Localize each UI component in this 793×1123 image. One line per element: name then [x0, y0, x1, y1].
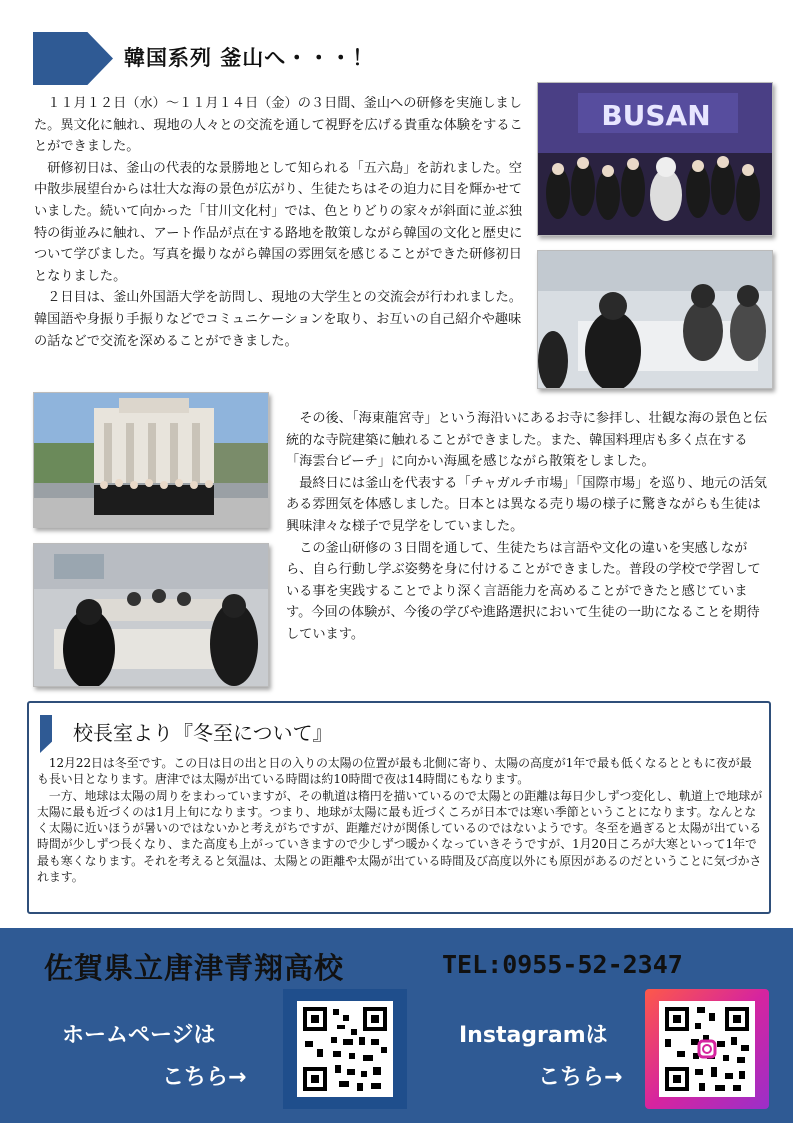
telephone: TEL:0955-52-2347: [442, 950, 683, 979]
article-paragraph: １１月１２日（水）～１１月１４日（金）の３日間、釜山への研修を実施しました。異文化に触れ、現地の人々との交流を通して視野を広げる貴重な体験をすることができました。: [34, 96, 523, 155]
school-name: 佐賀県立唐津青翔高校: [44, 951, 345, 985]
homepage-label: ホームページは: [62, 1023, 216, 1048]
principal-paragraph: 一方、地球は太陽の周りをまわっていますが、その軌道は楕円を描いているので太陽との距離は毎日少しずつ変化し、軌道上で地球が太陽に最も近づくのは1月上旬になります。つまり、地球が太陽に最も近づくころが日本では寒い季節ということになります。なんとなく太陽に近いほうが暑いのではないかと考えがちですが、距離だけが関係しているのではないようです。冬至を過ぎると太陽が出ている時間が少しずつ長くなり、また高度も上がっていきますので少しずつ暖かくなっていきそうですが、1月20日ころが大寒といって1年で最も寒くなります。それを考えると気温は、太陽との距離や太陽が出ている時間及び高度以外にも原因があるのだということに気づかされます。: [37, 788, 763, 885]
homepage-qr-code[interactable]: [283, 989, 407, 1109]
instagram-qr-code[interactable]: [645, 989, 769, 1109]
article-paragraph: 研修初日は、釜山の代表的な景勝地として知られる「五六島」を訪れました。空中散歩展望台からは壮大な海の景色が広がり、生徒たちはその迫力に目を輝かせていました。続いて向かった「甘川文化村」では、色とりどりの家々が斜面に並ぶ独特の街並みに触れ、アート作品が点在する路地を散策しながら韓国の文化と歴史について学びました。写真を撮りながら韓国の雰囲気を感じることができた研修初日となりました。: [34, 160, 523, 284]
article-paragraph: この釜山研修の３日間を通して、生徒たちは言語や文化の違いを実感しながら、自ら行動し学ぶ姿勢を身に付けることができました。普段の学校で学習している事を実践することでより深く言語能力を高めることができたと感じています。今回の体験が、今後の学びや進路選択において生徒の一助になることを期待しています。: [286, 540, 761, 642]
photo-busan-group: [537, 82, 773, 236]
principal-title-marker: [40, 715, 52, 753]
article-body-left: [34, 93, 524, 352]
article-title: 韓国系列 釜山へ・・・！: [124, 46, 375, 70]
instagram-arrow-label: こちら→: [538, 1065, 623, 1090]
principal-title: 校長室より『冬至について』: [73, 721, 333, 745]
article-body-right: [286, 408, 770, 646]
principal-message-body: [37, 755, 763, 885]
homepage-arrow-label: こちら→: [162, 1065, 247, 1090]
principal-paragraph: 12月22日は冬至です。この日は日の出と日の入りの太陽の位置が最も北側に寄り、太陽の高度が1年で最も低くなるとともに夜が最も長い日となります。唐津では太陽が出ている時間は約10時間で夜は14時間にもなります。: [37, 756, 752, 787]
article-paragraph: その後、「海東龍宮寺」という海沿いにあるお寺に参拝し、壮観な海の景色と伝統的な寺院建築に触れることができました。また、韓国料理店も多く点在する「海雲台ビーチ」に向かい海風を感じながら散策をしました。: [286, 411, 768, 470]
instagram-label: Instagramは: [459, 1023, 608, 1048]
busan-sign-text: BUSAN: [601, 99, 711, 132]
photo-university-exchange: [537, 250, 773, 389]
footer: [0, 928, 793, 1123]
article-paragraph: 最終日には釜山を代表する「チャガルチ市場」「国際市場」を巡り、地元の活気ある雰囲気を体感しました。日本とは異なる売り場の様子に驚きながらも生徒は興味津々な様子で見学をしていました。: [286, 475, 767, 534]
instagram-icon: [699, 1041, 715, 1057]
photo-classroom: [33, 543, 269, 687]
principal-message-box: [27, 701, 771, 914]
article-paragraph: ２日目は、釜山外国語大学を訪問し、現地の大学生との交流会が行われました。韓国語や身振り手振りなどでコミュニケーションを取り、お互いの自己紹介や趣味の話などで交流を深めることができました。: [34, 290, 522, 349]
title-arrow-decoration: [33, 32, 113, 85]
photo-university-building: [33, 392, 269, 528]
